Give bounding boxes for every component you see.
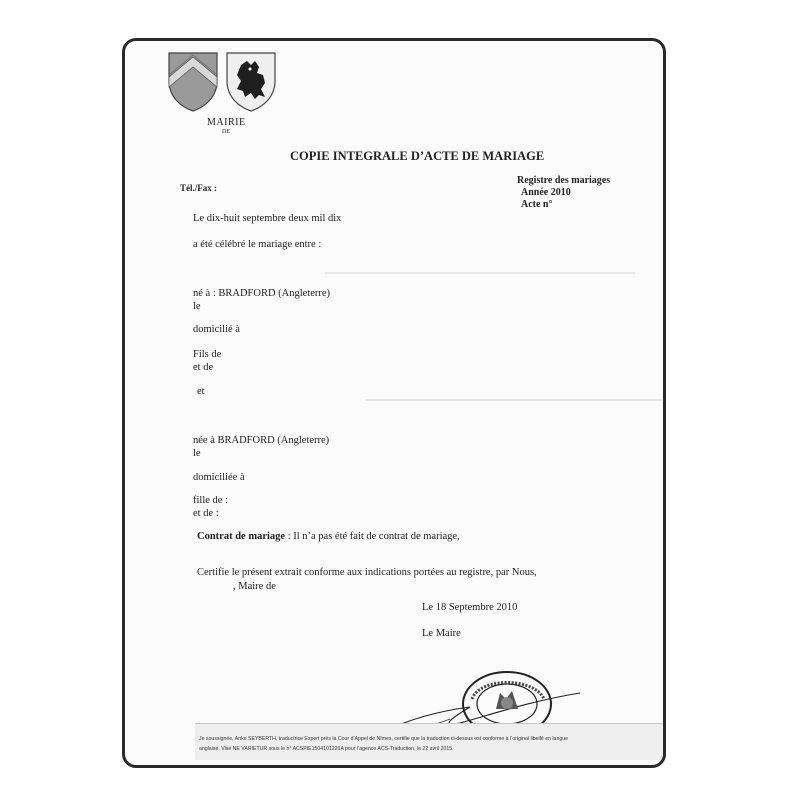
tel-fax-label: Tél./Fax : (180, 183, 217, 193)
certification-line: Certifie le présent extrait conforme aux indications portées au registre, par Nous, (197, 567, 537, 578)
register-year: Année 2010 (521, 187, 571, 198)
act-number: Acte n° (521, 199, 553, 210)
groom-birthdate-label: le (193, 301, 201, 312)
translator-certification (195, 723, 665, 760)
bride-mother-label: et de : (193, 508, 219, 519)
bride-birthdate-label: le (193, 448, 201, 459)
contract-label: Contrat de mariage (197, 531, 286, 542)
redaction-line (365, 399, 665, 401)
lion-coat-of-arms-icon (225, 51, 277, 113)
document-title: COPIE INTEGRALE D’ACTE DE MARIAGE (290, 149, 545, 163)
contract-text: : Il n’a pas été fait de contrat de mariage, (285, 531, 460, 542)
signature-date: Le 18 Septembre 2010 (422, 602, 518, 613)
date-line: Le dix-huit septembre deux mil dix (193, 213, 342, 224)
groom-father-label: Fils de (193, 349, 222, 360)
office-subtitle: DE (222, 129, 230, 135)
marriage-contract (197, 531, 460, 542)
celebrated-line: a été célébré le mariage entre : (193, 239, 322, 250)
certification-line-2: anglaise. Visé NE VARIETUR sous le n° ACSPIE1504101226A pour l’agence ACS-Traduction, le 22 avril 2015. (199, 746, 454, 752)
signature-role: Le Maire (422, 628, 461, 639)
register-title: Registre des mariages (517, 175, 611, 186)
mayor-of-line: , Maire de (233, 581, 276, 592)
groom-domicile: domicilié à (193, 324, 240, 335)
office-title: MAIRIE (207, 117, 246, 128)
and-connector: et (197, 386, 205, 397)
bride-birthplace: née à BRADFORD (Angleterre) (193, 435, 330, 446)
groom-mother-label: et de (193, 362, 214, 373)
chevron-coat-of-arms-icon (167, 51, 219, 113)
bride-father-label: fille de : (193, 495, 228, 506)
register-block (517, 175, 610, 211)
bride-domicile: domiciliée à (193, 472, 245, 483)
certification-line-1: Je soussignée, Anke SEYBERTH, traductrice Expert près la Cour d’Appel de Nîmes, certifie que la traduction ci-dessus est conforme à l’original libellé en langue (199, 736, 568, 742)
document-page (122, 38, 666, 768)
redaction-line (325, 272, 635, 274)
groom-birthplace: né à : BRADFORD (Angleterre) (193, 288, 331, 299)
